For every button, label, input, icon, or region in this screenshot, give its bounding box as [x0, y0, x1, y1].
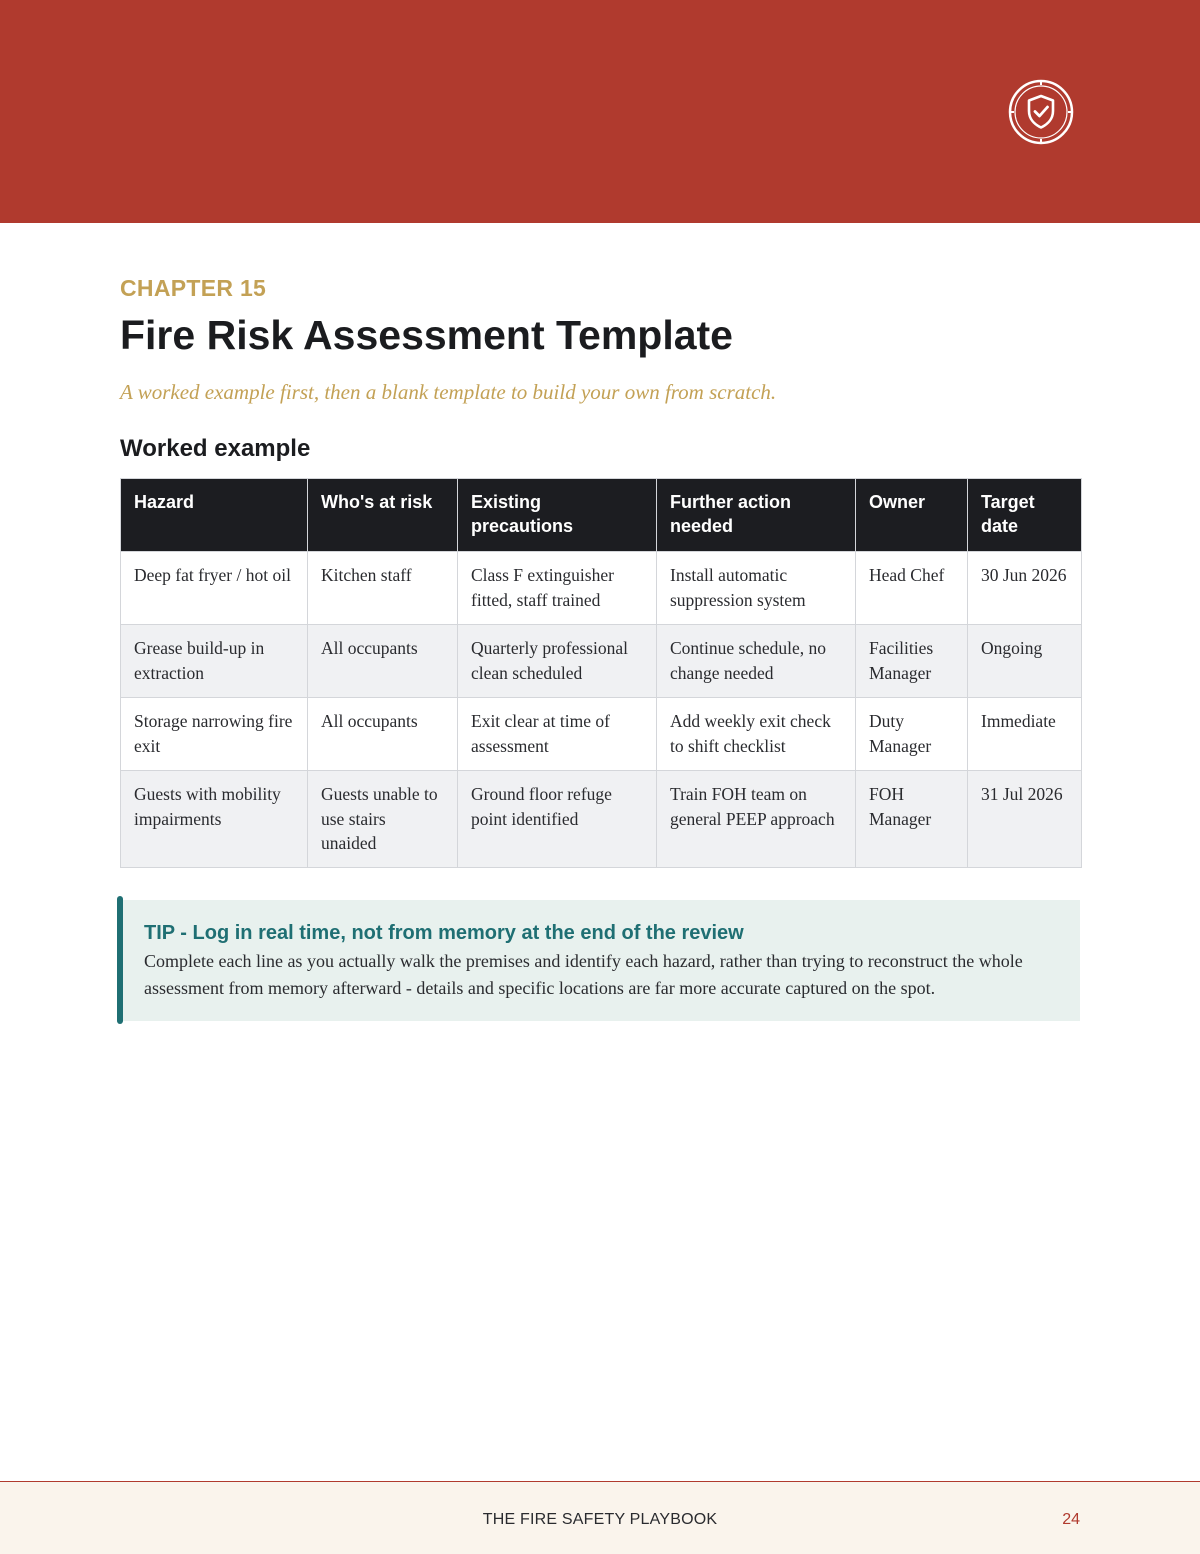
- table-header-row: [121, 479, 1082, 552]
- table-cell: Class F extinguisher fitted, staff trained: [458, 552, 657, 625]
- tip-body: Complete each line as you actually walk the premises and identify each hazard, rather than trying to reconstruct the whole assessment from memory afterward - details and specific locations are far more accurate captured on the spot.: [144, 951, 1023, 998]
- table-cell: All occupants: [308, 625, 458, 698]
- chapter-header-band: [0, 0, 1200, 223]
- page-content: [120, 270, 1080, 1021]
- footer-book-title: THE FIRE SAFETY PLAYBOOK: [482, 1511, 718, 1528]
- table-cell: Guests unable to use stairs unaided: [308, 771, 458, 868]
- chapter-subtitle: A worked example first, then a blank template to build your own from scratch.: [120, 380, 777, 404]
- table-cell: Head Chef: [856, 552, 968, 625]
- table-row: [121, 552, 1082, 625]
- chapter-label: CHAPTER 15: [120, 275, 267, 301]
- table-cell: Add weekly exit check to shift checklist: [657, 698, 856, 771]
- table-cell: Train FOH team on general PEEP approach: [657, 771, 856, 868]
- risk-assessment-table: [120, 478, 1082, 868]
- page-title: Fire Risk Assessment Template: [120, 312, 733, 358]
- table-cell: Continue schedule, no change needed: [657, 625, 856, 698]
- section-heading: Worked example: [120, 435, 311, 462]
- tip-callout: [120, 900, 1080, 1021]
- table-cell: FOH Manager: [856, 771, 968, 868]
- column-header-who-at-risk: Who's at risk: [308, 479, 458, 552]
- table-cell: Quarterly professional clean scheduled: [458, 625, 657, 698]
- table-cell: Kitchen staff: [308, 552, 458, 625]
- tip-accent-bar: [117, 896, 123, 1024]
- table-cell: All occupants: [308, 698, 458, 771]
- table-cell: Grease build-up in extraction: [121, 625, 308, 698]
- table-row: [121, 625, 1082, 698]
- column-header-further-action: Further action needed: [657, 479, 856, 552]
- column-header-target-date: Target date: [968, 479, 1082, 552]
- page-footer: [0, 1481, 1200, 1554]
- table-row: [121, 698, 1082, 771]
- table-cell: 31 Jul 2026: [968, 771, 1082, 868]
- table-cell: 30 Jun 2026: [968, 552, 1082, 625]
- page-number: 24: [1062, 1511, 1080, 1528]
- table-cell: Guests with mobility impairments: [121, 771, 308, 868]
- column-header-existing-precautions: Existing precautions: [458, 479, 657, 552]
- table-cell: Facilities Manager: [856, 625, 968, 698]
- column-header-owner: Owner: [856, 479, 968, 552]
- column-header-hazard: Hazard: [121, 479, 308, 552]
- table-row: [121, 771, 1082, 868]
- table-cell: Ground floor refuge point identified: [458, 771, 657, 868]
- table-cell: Storage narrowing fire exit: [121, 698, 308, 771]
- table-cell: Exit clear at time of assessment: [458, 698, 657, 771]
- table-cell: Ongoing: [968, 625, 1082, 698]
- table-cell: Duty Manager: [856, 698, 968, 771]
- table-cell: Immediate: [968, 698, 1082, 771]
- shield-check-icon: [1008, 79, 1074, 145]
- table-cell: Deep fat fryer / hot oil: [121, 552, 308, 625]
- table-cell: Install automatic suppression system: [657, 552, 856, 625]
- tip-title: TIP - Log in real time, not from memory at the end of the review: [144, 922, 744, 944]
